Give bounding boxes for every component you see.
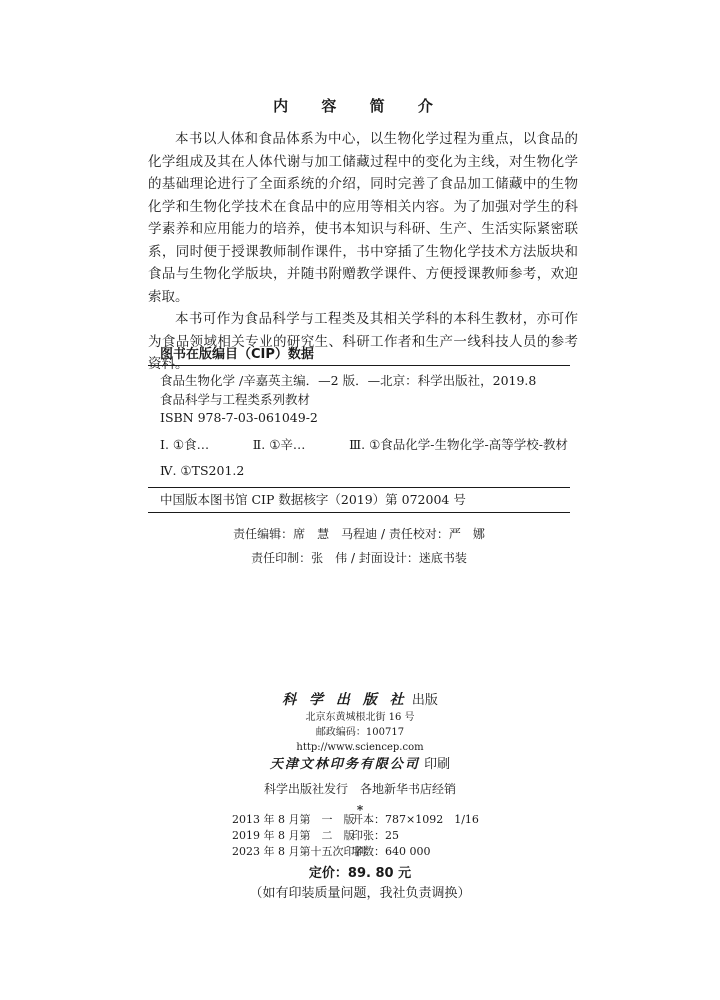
staff-credits [148,522,570,570]
summary-text [148,128,578,376]
cip-subject-3: Ⅲ. ①食品化学-生物化学-高等学校-教材 [349,436,568,452]
staff-editors: 责任编辑：席 慧 马程迪 / 责任校对：严 娜 [233,527,485,541]
edition-row [232,844,479,860]
cip-heading: 图书在版编目（CIP）数据 [160,347,314,362]
edition-row [232,828,479,844]
edition-row [232,812,479,828]
summary-paragraph: 本书可作为食品科学与工程类及其相关学科的本科生教材，亦可作为食品领域相关专业的研究生、科研工作者和生产一线科技人员的参考资料。 [148,311,578,372]
summary-paragraph: 本书以人体和食品体系为中心，以生物化学过程为重点，以食品的化学组成及其在人体代谢与加工储藏过程中的变化为主线，对生物化学的基础理论进行了全面系统的介绍，同时完善了食品加工储藏中的生物化学和生物化学技术在食品中的应用等相关内容。为了加强对学生的科学素养和应用能力的培养，使书本知识与科研、生产、生活实际紧密联系，同时便于授课教师制作课件，书中穿插了生物化学技术方法版块和食品与生物化学版块，并随书附赠教学课件、方便授课教师参考，欢迎索取。 [148,131,578,305]
edition-spec: 开本：787×1092 1/16 [352,813,479,826]
publisher-address: 北京东黄城根北街 16 号 [305,712,415,723]
cip-subject-2: Ⅱ. ①辛… [252,436,306,452]
cip-number: 中国版本图书馆 CIP 数据核字（2019）第 072004 号 [160,491,466,507]
cip-body [148,366,570,481]
separator-star: * [356,803,364,817]
edition-spec: 字数：640 000 [352,845,431,858]
publisher-suffix: 出版 [411,693,438,708]
cip-subject-1: Ⅰ. ①食… [160,436,210,452]
cip-bottom-rule [148,512,570,513]
publisher-name: 科 学 出 版 社 [282,692,408,708]
quality-notice: （如有印装质量问题，我社负责调换） [249,886,471,901]
price: 定价：89. 80 元 [308,866,412,881]
printer-name: 天津文林印务有限公司 [269,757,420,772]
edition-spec: 印张：25 [352,829,399,842]
printer-suffix: 印刷 [424,757,451,772]
cip-classification: Ⅳ. ①TS201.2 [160,463,245,478]
edition-date: 2013 年 8 月第 一 版 [232,813,355,826]
distribution-line: 科学出版社发行 各地新华书店经销 [263,782,456,796]
cip-block [148,345,570,513]
publisher-block [0,690,720,819]
summary-title: 内 容 简 介 [273,97,447,115]
edition-date: 2019 年 8 月第 二 版 [232,829,355,842]
staff-production: 责任印制：张 伟 / 封面设计：迷底书装 [251,551,467,565]
cip-title-line: 食品生物化学 /辛嘉英主编．—2 版．—北京：科学出版社，2019.8 [160,373,537,388]
edition-info [232,812,479,860]
publisher-line [0,690,720,710]
publisher-url: http://www.sciencep.com [296,742,424,753]
publisher-postcode: 邮政编码：100717 [315,727,405,738]
cip-series-line: 食品科学与工程类系列教材 [160,391,311,407]
edition-date: 2023 年 8 月第十五次印刷 [232,845,366,858]
printer-line [0,755,720,775]
cip-isbn-line: ISBN 978-7-03-061049-2 [160,410,318,425]
cip-subject-line [160,436,570,455]
